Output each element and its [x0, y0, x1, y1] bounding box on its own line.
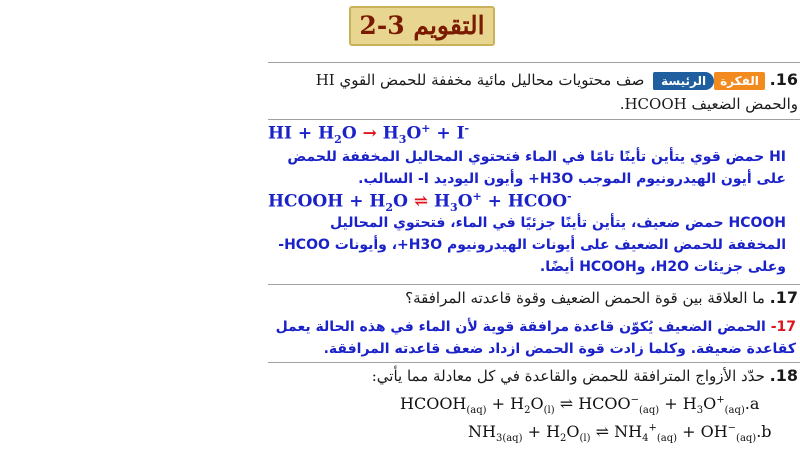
question-18	[268, 364, 798, 388]
question-number: 18.	[769, 366, 798, 385]
answer-number: 17-	[770, 319, 796, 335]
question-text: حدّد الأزواج المترافقة للحمض والقاعدة في كل معادلة مما يأتي:	[371, 367, 765, 385]
question-number: 16.	[769, 70, 798, 89]
equation-hcooh: HCOOH + $H_2O$ ⇌ $H_3O^+$ + HCOO-	[268, 190, 572, 215]
question-number: 17.	[769, 288, 798, 307]
question-text: صف محتويات محاليل مائية مخففة للحمض القوي HI والحمض الضعيف HCOOH.	[315, 71, 798, 113]
divider	[268, 119, 800, 120]
answer-17	[268, 316, 796, 360]
equation-18a: $HCOOH_{(aq)} + H_2O_{(l)}$ ⇌ $HCOO^-_{(aq)} + H_3O^+_{(aq)}.a$	[400, 394, 760, 417]
divider	[268, 362, 800, 363]
badge-main: الرئيسة	[653, 72, 714, 90]
answer-text: الحمض الضعيف يُكوّن قاعدة مرافقة قوية لأن الماء في هذه الحالة يعمل كقاعدة ضعيفة. وكلما زادت قوة الحمض ازداد ضعف قاعدته المرافقة.	[275, 319, 796, 357]
question-16	[268, 68, 798, 116]
divider	[268, 62, 800, 63]
divider	[268, 284, 800, 285]
section-title: التقويم 3-2	[349, 6, 495, 46]
badge-key: الفكرة	[714, 72, 765, 90]
equation-hi: HI + $H_2O \to H_3O^+ + I^-$	[268, 122, 470, 147]
answer-16-part-1: HI حمض قوي يتأين تأينًا تامًا في الماء فتحتوي المحاليل المخففة للحمض على أيون الهيدرونيوم الموجب H3O+ وأيون اليوديد I- السالب.	[287, 149, 786, 187]
question-text: ما العلاقة بين قوة الحمض الضعيف وقوة قاعدته المرافقة؟	[405, 289, 765, 307]
equation-18b: $NH_{3(aq)} + H_2O_{(l)}$ ⇌ $NH_4^+_{(aq)} + OH^-_{(aq)}.b$	[468, 422, 772, 445]
answer-16-part-2: HCOOH حمض ضعيف، يتأين تأينًا جزئيًا في الماء، فتحتوي المحاليل المخففة للحمض الضعيف على أيونات الهيدرونيوم H3O+، وأيونات HCOO- وعلى جزيئات H2O، وHCOOH أيضًا.	[278, 215, 786, 275]
question-17	[268, 286, 798, 310]
